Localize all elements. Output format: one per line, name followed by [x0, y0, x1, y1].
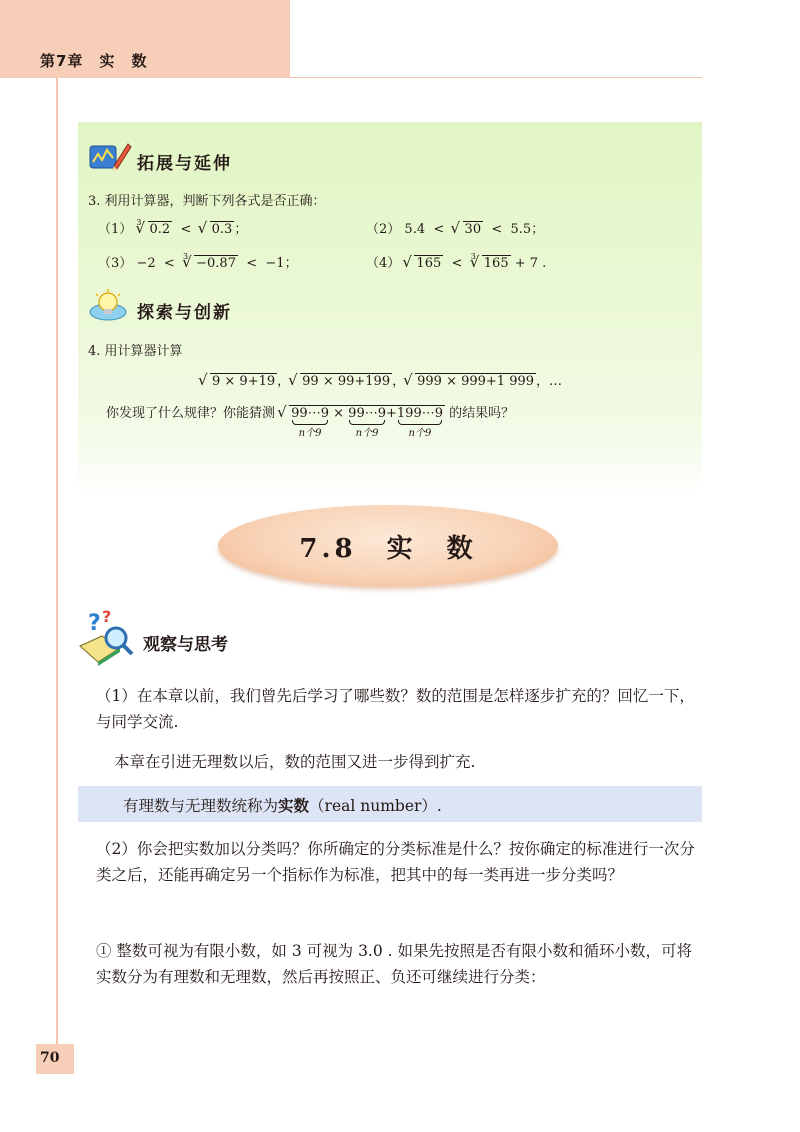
times-sign: ×	[333, 406, 345, 421]
definition	[123, 794, 442, 816]
item-4-tail: + 7 .	[514, 256, 547, 271]
separator: ，	[392, 374, 406, 389]
extension-title: 拓展与延伸	[137, 154, 232, 174]
definition-prefix: 有理数与无理数统称为	[123, 797, 279, 815]
item-3-label: （3）	[98, 256, 133, 271]
item-4-operator: <	[451, 256, 463, 271]
underbrace-label: n个9	[298, 428, 322, 439]
definition-term: 实数	[278, 797, 310, 815]
svg-text:?: ?	[102, 607, 112, 626]
problem-3: 3. 利用计算器，判断下列各式是否正确：	[88, 194, 326, 209]
paragraph-3: （2）你会把实数加以分类吗？你所确定的分类标准是什么？按你确定的标准进行一次分类之后，还能再确定另一个指标作为标准，把其中的每一类再进一步分类吗？	[96, 840, 695, 884]
paragraph-2: 本章在引进无理数以后，数的范围又进一步得到扩充.	[114, 753, 476, 771]
item-2-label: （2）	[366, 222, 401, 237]
expression-3: 999 × 999+1 999	[417, 374, 535, 389]
item-2-left: 5.4	[404, 222, 426, 237]
lightbulb-icon	[88, 288, 130, 322]
item-4	[366, 252, 546, 271]
header-rule	[290, 77, 702, 78]
question-row	[106, 402, 515, 439]
problem-4: 4. 用计算器计算	[88, 344, 183, 359]
section-title: 7.8 实 数	[299, 534, 477, 564]
repeated-nines-3: 199⋯9	[396, 406, 443, 421]
item-3-op-2: <	[246, 256, 258, 271]
item-1-operator: <	[180, 222, 192, 237]
side-margin-rule	[56, 78, 58, 1050]
item-4-radicand-b: 165	[483, 256, 509, 271]
expression-row	[200, 370, 562, 389]
item-2-right: 5.5；	[510, 222, 545, 237]
expression-1: 9 × 9+19	[212, 374, 276, 389]
definition-suffix: （real number）.	[309, 797, 442, 815]
repeated-nines-1: 99⋯9	[291, 406, 329, 421]
item-2	[366, 218, 544, 237]
item-1-radicand-b: 0.3	[211, 222, 233, 237]
question-magnifier-icon	[76, 606, 138, 668]
item-3-right: −1；	[265, 256, 298, 271]
underbrace-label: n个9	[408, 428, 432, 439]
page-number: 70	[40, 1050, 60, 1066]
separator: ，	[277, 374, 291, 389]
item-4-radicand-a: 165	[416, 256, 442, 271]
item-3-left: −2	[136, 256, 156, 271]
svg-text:?: ?	[88, 611, 101, 636]
item-1	[98, 218, 247, 237]
item-2-op-1: <	[433, 222, 445, 237]
item-3-root-index: 3	[183, 252, 189, 261]
pencil-chart-icon	[88, 140, 132, 174]
ellipsis: ，…	[536, 374, 563, 389]
question-prefix: 你发现了什么规律？你能猜测	[106, 406, 276, 421]
item-3-op-1: <	[163, 256, 175, 271]
plus-sign: +	[386, 406, 397, 421]
observe-title: 观察与思考	[143, 635, 228, 655]
expression-2: 99 × 99+199	[302, 374, 391, 389]
item-1-label: （1）	[98, 222, 133, 237]
underbrace-label: n个9	[355, 428, 379, 439]
chapter-title: 第7章 实 数	[40, 52, 148, 70]
item-3	[98, 252, 298, 271]
question-suffix: 的结果吗？	[449, 406, 515, 421]
item-2-op-2: <	[491, 222, 503, 237]
item-2-radicand: 30	[464, 222, 482, 237]
item-1-end: ；	[234, 222, 248, 237]
item-1-radicand-a: 0.2	[149, 222, 171, 237]
paragraph-4: ① 整数可视为有限小数，如 3 可视为 3.0 . 如果先按照是否有限小数和循环小数，可将实数分为有理数和无理数，然后再按照正、负还可继续进行分类：	[96, 942, 693, 986]
item-3-radicand: −0.87	[196, 256, 236, 271]
repeated-nines-2: 99⋯9	[348, 406, 386, 421]
paragraph-1: （1）在本章以前，我们曾先后学习了哪些数？数的范围是怎样逐步扩充的？回忆一下，与同学交流.	[96, 687, 695, 731]
item-4-label: （4）	[366, 256, 401, 271]
exploration-title: 探索与创新	[137, 303, 232, 323]
item-1-root-index: 3	[136, 218, 142, 227]
item-4-root-index: 3	[470, 252, 476, 261]
